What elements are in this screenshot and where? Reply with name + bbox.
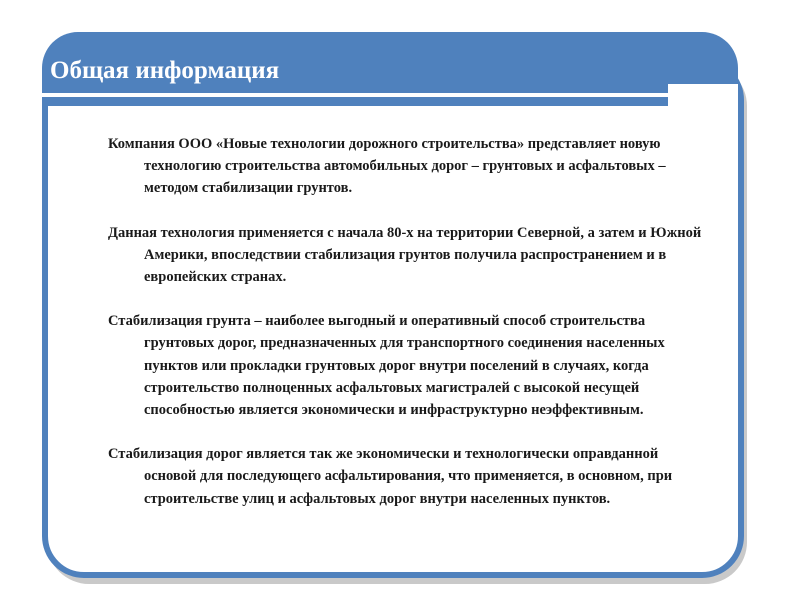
paragraph-soil-stabilization: Стабилизация грунта – наиболее выгодный и оперативный способ строительства грунтовых дорог, предназначенных для транспортного соединения населенных пунктов или прокладки грунтовых дорог внутри поселений в случаях, когда строительство полноценных асфальтовых магистралей с высокой несущей способностью является экономически и инфраструктурно неэффективным. xyxy=(108,313,665,419)
slide-title: Общая информация xyxy=(50,57,280,84)
paragraph-road-stabilization: Стабилизация дорог является так же экономически и технологически оправданной основой для последующего асфальтирования, что применяется, в основном, при строительстве улиц и асфальтовых дорог внутри населенных пунктов. xyxy=(108,446,673,507)
paragraph-history: Данная технология применяется с начала 80-х на территории Северной, а затем и Южной Америки, впоследствии стабилизация грунтов получила распространением и в европейских странах. xyxy=(108,224,702,286)
slide-body xyxy=(108,133,708,510)
title-bar-notch xyxy=(668,84,738,114)
title-underline xyxy=(42,93,668,97)
paragraph-company: Компания ООО «Новые технологии дорожного строительства» представляет новую технологию строительства автомобильных дорог – грунтовых и асфальтовых – методом стабилизации грунтов. xyxy=(108,136,666,197)
